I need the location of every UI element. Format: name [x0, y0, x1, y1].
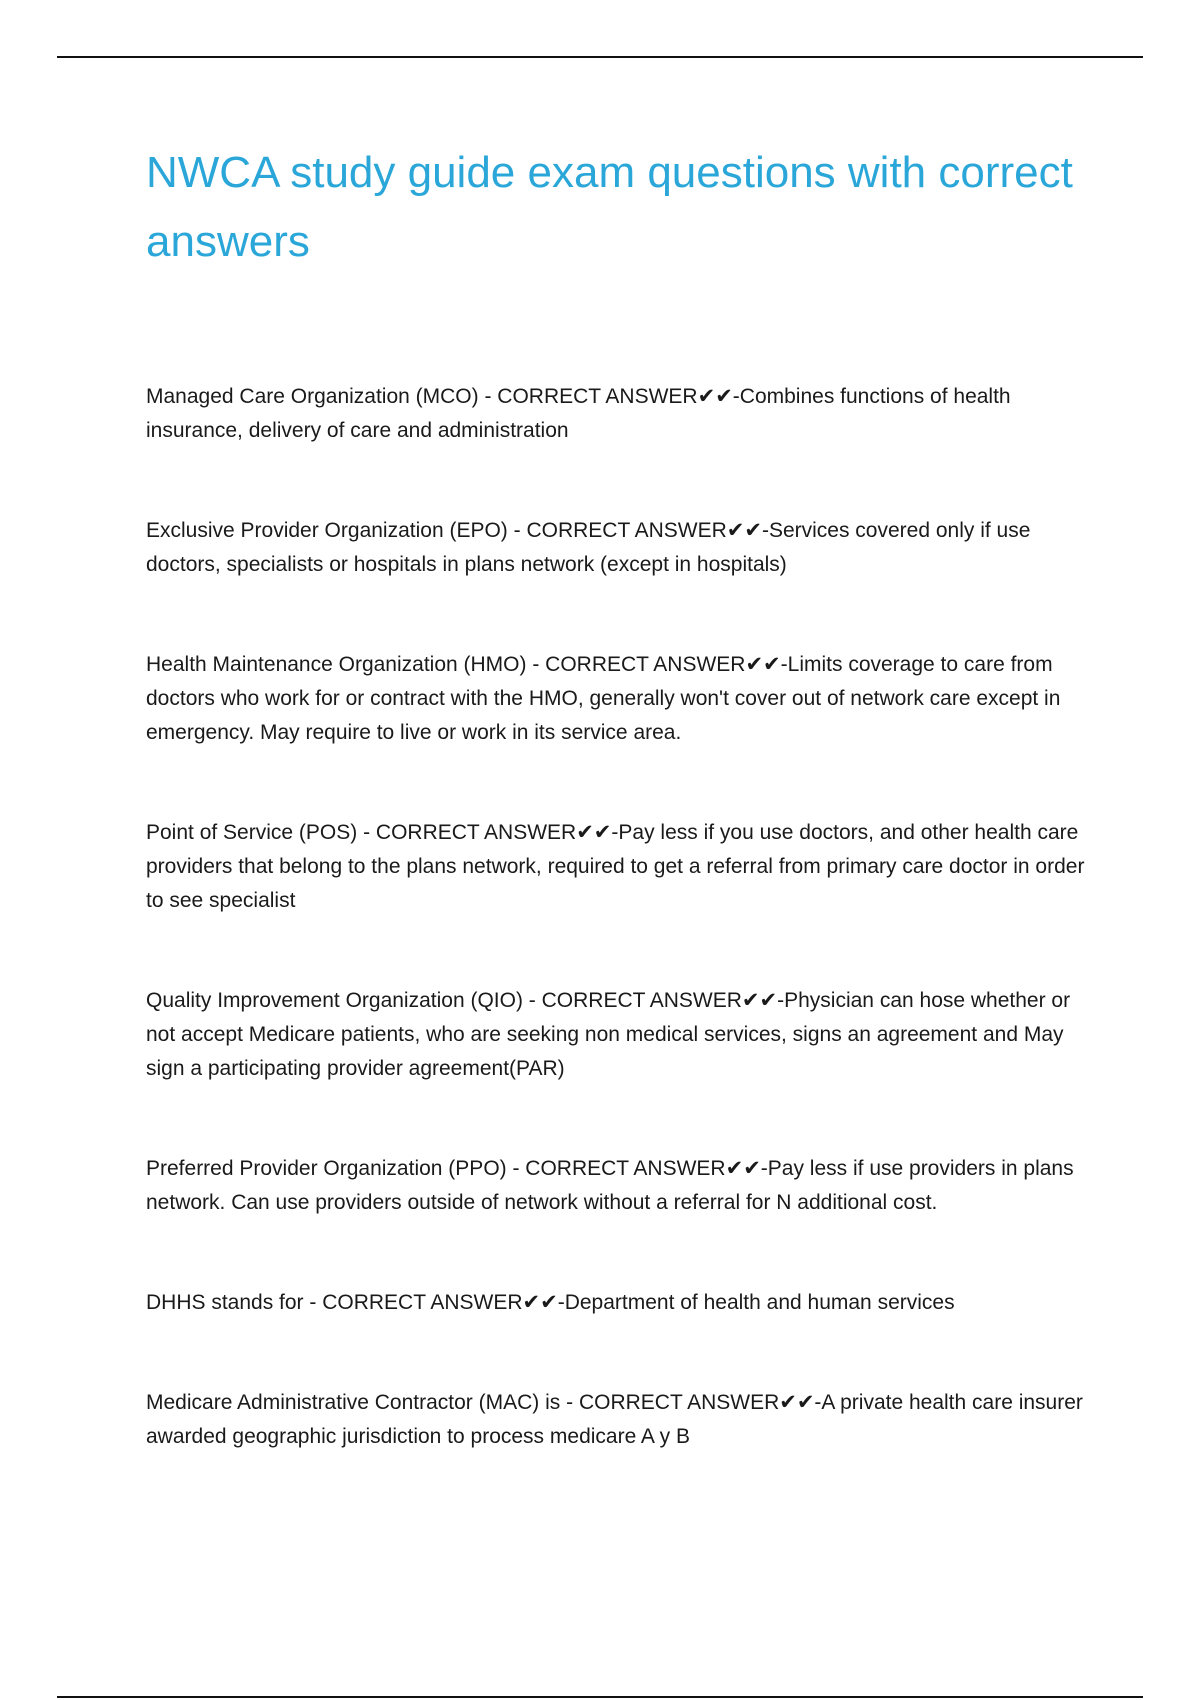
qa-item-qio: Quality Improvement Organization (QIO) - CORRECT ANSWER✔✔-Physician can hose whether or not accept Medicare patients, who are seeking non medical services, signs an agreement and May sign a participating provider agreement(PAR) — [146, 989, 1071, 1080]
qa-item-mco: Managed Care Organization (MCO) - CORRECT ANSWER✔✔-Combines functions of health insurance, delivery of care and administration — [146, 385, 1011, 442]
qa-item-mac: Medicare Administrative Contractor (MAC) is - CORRECT ANSWER✔✔-A private health care insurer awarded geographic jurisdiction to process medicare A y B — [146, 1391, 1083, 1448]
qa-item-ppo: Preferred Provider Organization (PPO) - CORRECT ANSWER✔✔-Pay less if use providers in plans network. Can use providers outside of network without a referral for N additional cost. — [146, 1157, 1074, 1214]
qa-item-epo: Exclusive Provider Organization (EPO) - CORRECT ANSWER✔✔-Services covered only if use doctors, specialists or hospitals in plans network (except in hospitals) — [146, 519, 1031, 576]
bottom-divider — [57, 1696, 1143, 1698]
top-divider — [57, 56, 1143, 58]
qa-item-hmo: Health Maintenance Organization (HMO) - CORRECT ANSWER✔✔-Limits coverage to care from doctors who work for or contract with the HMO, generally won't cover out of network care except in emergency. May require to live or work in its service area. — [146, 653, 1061, 744]
qa-item-pos: Point of Service (POS) - CORRECT ANSWER✔✔-Pay less if you use doctors, and other health care providers that belong to the plans network, required to get a referral from primary care doctor in order to see specialist — [146, 821, 1085, 912]
qa-item-dhhs: DHHS stands for - CORRECT ANSWER✔✔-Department of health and human services — [146, 1291, 955, 1314]
page-title: NWCA study guide exam questions with correct answers — [146, 148, 1073, 266]
